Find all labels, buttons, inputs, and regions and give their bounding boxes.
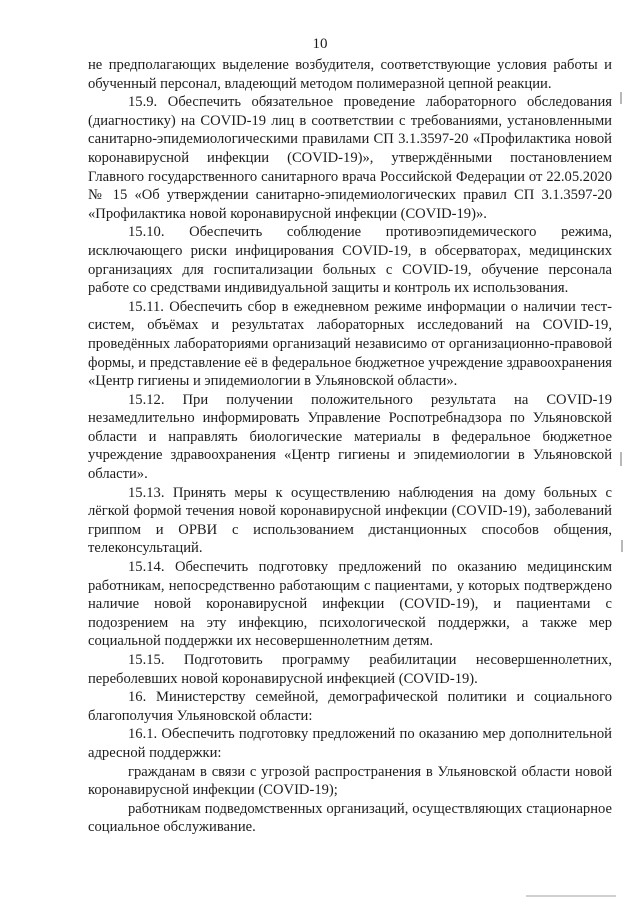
paragraph-16: 16. Министерству семейной, демографической политики и социального благополучия Ульяновской области:	[88, 689, 612, 724]
paragraph-16-1-citizens: гражданам в связи с угрозой распространения в Ульяновской области новой коронавирусной инфекции (COVID-19);	[88, 763, 612, 799]
paragraph-15-9: 15.9. Обеспечить обязательное проведение лабораторного обследования (диагностику) на COVID-19 лиц в соответствии с требованиями, установленными санитарно-эпидемиологическими правилами СП 3.1.3597-20 «Профилактика новой коронавирусной инфекции (COVID-19)», утверждёнными постановлением Главного государственного санитарного врача Российской Федерации от 22.05.2020 № 15 «Об утверждении санитарно-эпидемиологических правил СП 3.1.3597-20 «Профилактика новой коронавирусной инфекции (COVID-19)».	[88, 94, 612, 222]
scan-margin-mark	[620, 92, 622, 104]
paragraph-continuation: не предполагающих выделение возбудителя, соответствующие условия работы и обученный персонал, владеющий методом полимеразной цепной реакции.	[88, 57, 612, 92]
paragraph-15-13: 15.13. Принять меры к осуществлению наблюдения на дому больных с лёгкой формой течения новой коронавирусной инфекции (COVID-19), заболеваний гриппом и ОРВИ с использованием дистанционных способов общения, телеконсультаций.	[88, 484, 612, 557]
paragraph-15-10: 15.10. Обеспечить соблюдение противоэпидемического режима, исключающего риски инфицирования COVID-19, в обсерваторах, медицинских организациях для госпитализации больных с COVID-19, обучение персонала работе со средствами индивидуальной защиты и контроль их использования.	[88, 224, 612, 297]
paragraph-16-1-workers: работникам подведомственных организаций, осуществляющих стационарное социальное обслуживание.	[88, 800, 612, 836]
paragraph-15-11: 15.11. Обеспечить сбор в ежедневном режиме информации о наличии тест-систем, объёмах и результатах лабораторных исследований на COVID-19, проведённых лабораториями организаций независимо от организационно-правовой формы, и представление её в федеральное бюджетное учреждение здравоохранения «Центр гигиены и эпидемиологии в Ульяновской области».	[88, 298, 612, 390]
paragraph-16-1: 16.1. Обеспечить подготовку предложений по оказанию мер дополнительной адресной поддержки:	[88, 726, 612, 761]
paragraph-15-12: 15.12. При получении положительного результата на COVID-19 незамедлительно информировать Управление Роспотребнадзора по Ульяновской области и направлять биологические материалы в федеральное бюджетное учреждение здравоохранения «Центр гигиены и эпидемиологии в Ульяновской области».	[88, 391, 612, 483]
paragraph-15-15: 15.15. Подготовить программу реабилитации несовершеннолетних, переболевших новой коронавирусной инфекцией (COVID-19).	[88, 652, 612, 687]
page-number: 10	[312, 36, 328, 52]
scan-footer-mark	[526, 895, 616, 897]
document-body	[88, 56, 612, 837]
scan-margin-mark	[620, 452, 622, 466]
paragraph-15-14: 15.14. Обеспечить подготовку предложений по оказанию медицинским работникам, непосредственно работающим с пациентами, у которых подтверждено наличие новой коронавирусной инфекции (COVID-19), и пациентами с подозрением на эту инфекцию, психологической поддержки, а также мер социальной поддержки их несовершеннолетним детям.	[88, 559, 612, 650]
scan-margin-mark	[621, 540, 623, 552]
